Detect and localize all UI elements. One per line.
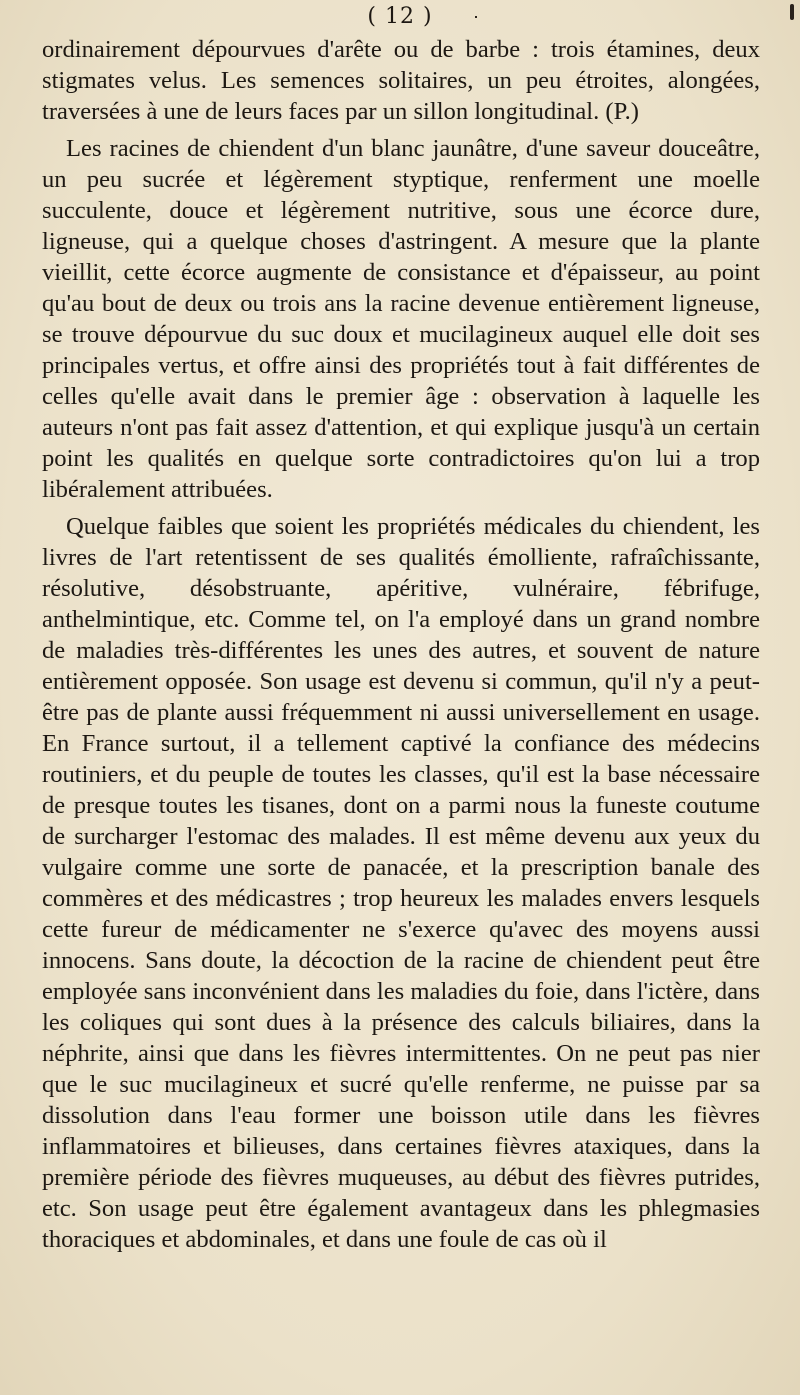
margin-mark [790, 4, 794, 20]
ink-dot [475, 16, 477, 18]
paragraph-2: Les racines de chiendent d'un blanc jaunâtre, d'une saveur douceâtre, un peu sucrée et légèrement styptique, renferment une moelle succulente, douce et légèrement nutritive, sous une écorce dure, ligneuse, qui a quelque choses d'astringent. A mesure que la plante vieillit, cette écorce augmente de consistance et d'épaisseur, au point qu'au bout de deux ou trois ans la racine devenue entièrement ligneuse, se trouve dépourvue du suc doux et mucilagineux auquel elle doit ses principales vertus, et offre ainsi des propriétés tout à fait différentes de celles qu'elle avait dans le premier âge : observation à laquelle les auteurs n'ont pas fait assez d'attention, et qui explique jusqu'à un certain point les qualités en quelque sorte contradictoires qu'on lui a trop libéralement attribuées. [42, 135, 760, 503]
paragraph-1: ordinairement dépourvues d'arête ou de barbe : trois étamines, deux stigmates velus. Les semences solitaires, un peu étroites, alongées, traversées à une de leurs faces par un sillon longitudinal. (P.) [42, 36, 760, 125]
paragraph-3: Quelque faibles que soient les propriétés médicales du chiendent, les livres de l'art retentissent de ses qualités émolliente, rafraîchissante, résolutive, désobstruante, apéritive, vulnéraire, fébrifuge, anthelmintique, etc. Comme tel, on l'a employé dans un grand nombre de maladies très-différentes les unes des autres, et souvent de nature entièrement opposée. Son usage est devenu si commun, qu'il n'y a peut-être pas de plante aussi fréquemment ni aussi universellement en usage. En France surtout, il a tellement captivé la confiance des médecins routiniers, et du peuple de toutes les classes, qu'il est la base nécessaire de presque toutes les tisanes, dont on a parmi nous la funeste coutume de surcharger l'estomac des malades. Il est même devenu aux yeux du vulgaire comme une sorte de panacée, et la prescription banale des commères et des médicastres ; trop heureux les malades envers lesquels cette fureur de médicamenter ne s'exerce qu'avec des moyens aussi innocens. Sans doute, la décoction de la racine de chiendent peut être employée sans inconvénient dans les maladies du foie, dans l'ictère, dans les coliques qui sont dues à la présence des calculs biliaires, dans la néphrite, ainsi que dans les fièvres intermittentes. On ne peut pas nier que le suc mucilagineux et sucré qu'elle renferme, ne puisse par sa dissolution dans l'eau former une boisson utile dans les fièvres inflammatoires et bilieuses, dans certaines fièvres ataxiques, dans la première période des fièvres muqueuses, au début des fièvres putrides, etc. Son usage peut être également avantageux dans les phlegmasies thoraciques et abdominales, et dans une foule de cas où il [42, 513, 760, 1253]
page-number: ( 12 ) [367, 4, 433, 29]
body-text [42, 34, 760, 1255]
